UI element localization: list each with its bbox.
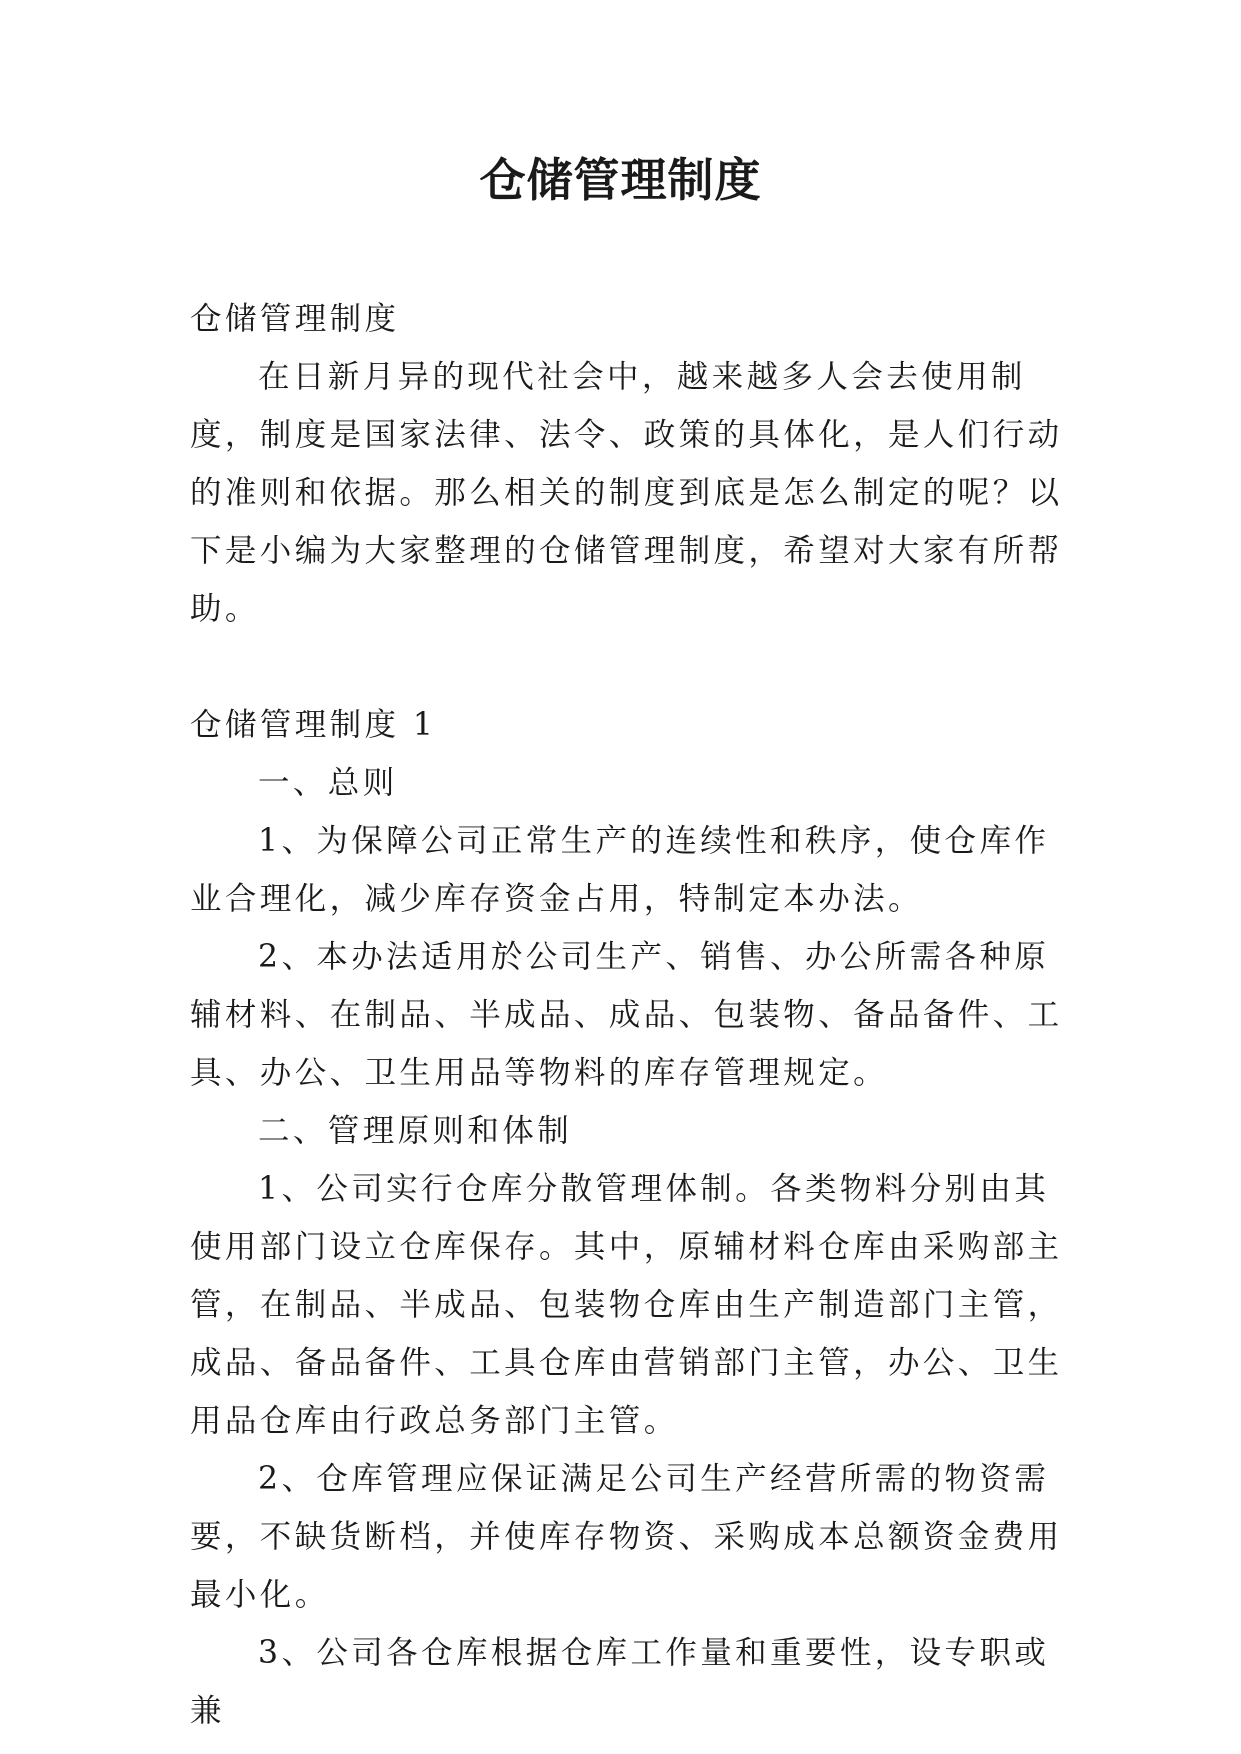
clause-paragraph: 3、公司各仓库根据仓库工作量和重要性，设专职或兼 — [190, 1635, 1050, 1729]
document-heading: 仓储管理制度 — [190, 301, 400, 337]
clause-paragraph: 1、为保障公司正常生产的连续性和秩序，使仓库作业合理化，减少库存资金占用，特制定本办法。 — [190, 823, 1050, 917]
paragraph-spacer — [190, 638, 1070, 696]
clause-paragraph: 2、仓库管理应保证满足公司生产经营所需的物资需要，不缺货断档，并使库存物资、采购成本总额资金费用最小化。 — [190, 1461, 1063, 1613]
chapter-title: 一、总则 — [258, 765, 398, 801]
section-heading: 仓储管理制度 1 — [190, 707, 437, 743]
clause-paragraph: 1、公司实行仓库分散管理体制。各类物料分别由其使用部门设立仓库保存。其中，原辅材料仓库由采购部主管，在制品、半成品、包装物仓库由生产制造部门主管，成品、备品备件、工具仓库由营销部门主管，办公、卫生用品仓库由行政总务部门主管。 — [190, 1171, 1063, 1439]
document-body — [190, 290, 1070, 1740]
clause-paragraph: 2、本办法适用於公司生产、销售、办公所需各种原辅材料、在制品、半成品、成品、包装物、备品备件、工具、办公、卫生用品等物料的库存管理规定。 — [190, 939, 1063, 1091]
intro-paragraph: 在日新月异的现代社会中，越来越多人会去使用制度，制度是国家法律、法令、政策的具体化，是人们行动的准则和依据。那么相关的制度到底是怎么制定的呢？以下是小编为大家整理的仓储管理制度，希望对大家有所帮助。 — [190, 359, 1063, 627]
document-title: 仓储管理制度 — [479, 153, 762, 207]
chapter-title: 二、管理原则和体制 — [258, 1113, 573, 1149]
